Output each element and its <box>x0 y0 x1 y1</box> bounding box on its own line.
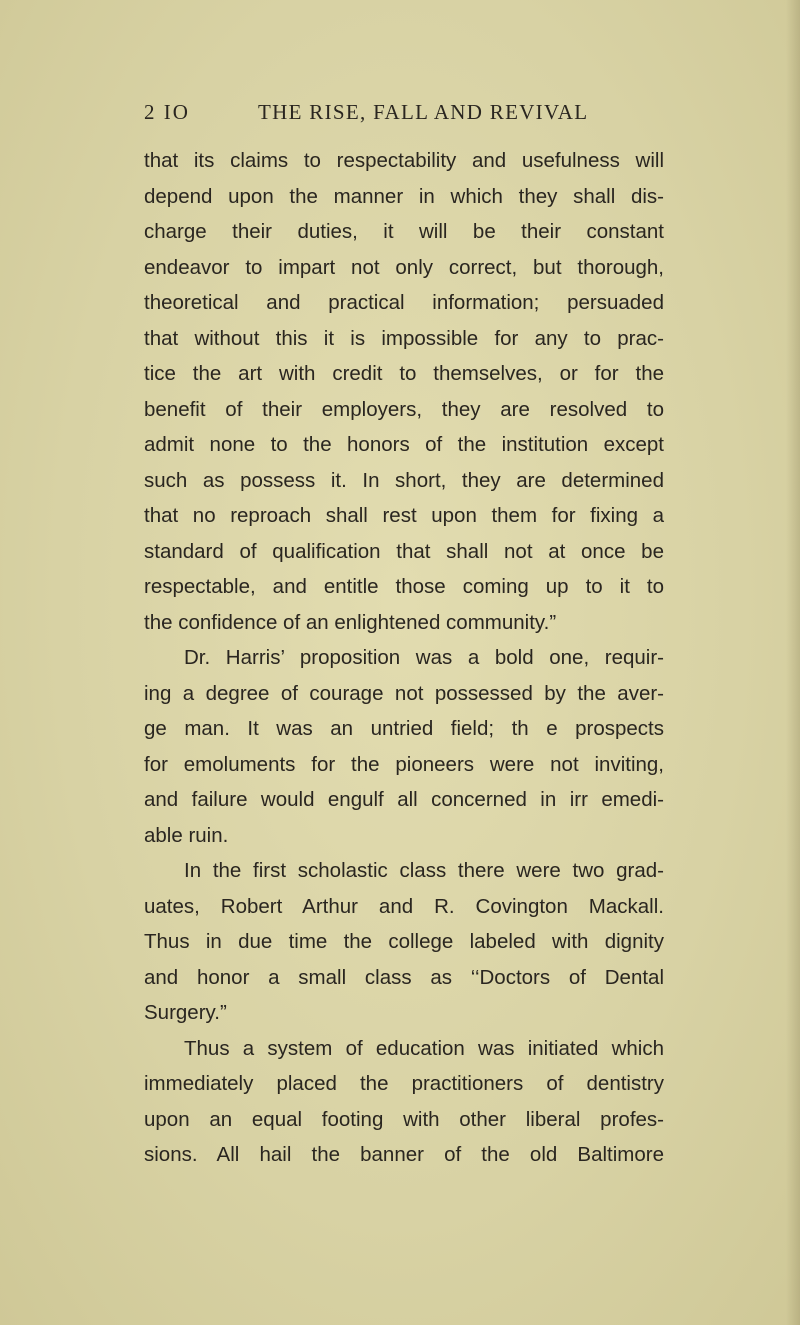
text-line: charge their duties, it will be their constant <box>144 220 664 243</box>
text-line: benefit of their employers, they are resolved to <box>144 397 664 421</box>
text-line: admit none to the honors of the institution except <box>144 433 664 456</box>
text-line: able ruin. <box>144 823 229 847</box>
text-line: uates, Robert Arthur and R. Covington Mackall. <box>144 894 664 918</box>
text-line: such as possess it. In short, they are determined <box>144 468 664 492</box>
text-line: Thus a system of education was initiated which <box>184 1036 664 1060</box>
text-line: and honor a small class as ‘‘Doctors of Dental <box>144 965 664 989</box>
text-line: tice the art with credit to themselves, or for the <box>144 362 664 385</box>
body-text <box>144 143 664 1173</box>
text-line: sions. All hail the banner of the old Baltimore <box>144 1143 664 1166</box>
text-line: standard of qualification that shall not at once be <box>144 539 664 563</box>
text-line: and failure would engulf all concerned in irr emedi- <box>144 788 664 811</box>
text-line: Dr. Harris’ proposition was a bold one, requir- <box>184 646 664 669</box>
text-line: that no reproach shall rest upon them for fixing a <box>144 504 664 527</box>
text-line: endeavor to impart not only correct, but thorough, <box>144 255 664 279</box>
text-line: ge man. It was an untried field; th e prospects <box>144 717 664 740</box>
running-title: THE RISE, FALL AND REVIVAL <box>258 100 589 124</box>
text-line: Surgery.” <box>144 1001 227 1024</box>
text-line: depend upon the manner in which they shall dis- <box>144 184 664 208</box>
page-edge-shadow <box>786 0 800 1325</box>
page-header <box>144 100 664 132</box>
text-line: that its claims to respectability and usefulness will <box>144 149 664 172</box>
page-number: 2 IO <box>144 100 190 124</box>
text-line: In the first scholastic class there were two grad- <box>184 859 664 882</box>
text-line: ing a degree of courage not possessed by the aver- <box>144 681 664 705</box>
text-line: that without this it is impossible for any to prac- <box>144 326 664 350</box>
text-line: for emoluments for the pioneers were not inviting, <box>144 752 664 776</box>
text-line: Thus in due time the college labeled with dignity <box>144 930 664 953</box>
text-line: immediately placed the practitioners of dentistry <box>144 1072 664 1095</box>
text-line: the confidence of an enlightened community.” <box>144 610 557 634</box>
text-line: upon an equal footing with other liberal profes- <box>144 1107 664 1131</box>
text-line: respectable, and entitle those coming up to it to <box>144 575 664 598</box>
text-line: theoretical and practical information; persuaded <box>144 291 664 314</box>
